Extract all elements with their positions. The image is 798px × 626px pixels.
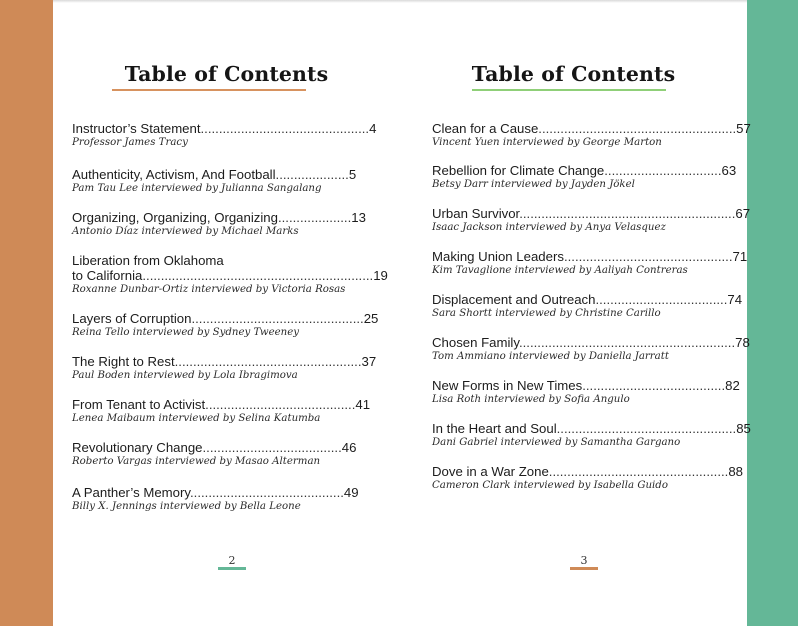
- entry-title: Revolutionary Change: [72, 440, 203, 455]
- right-edge-bar: [747, 0, 798, 626]
- entry-title-line: [432, 292, 743, 307]
- entry-title: to California: [72, 268, 143, 283]
- leader-dots: ..........................................: [190, 485, 344, 500]
- entry-title-line: [432, 121, 751, 136]
- toc-entry[interactable]: [432, 464, 743, 493]
- entry-title: Making Union Leaders: [432, 249, 564, 264]
- entry-byline: Lisa Roth interviewed by Sofia Angulo: [432, 394, 630, 405]
- entry-title-line: [72, 397, 371, 412]
- entry-title-line: [72, 440, 362, 455]
- entry-page-number: 63: [721, 163, 737, 178]
- toc-entry[interactable]: [432, 292, 743, 321]
- leader-dots: .................................................: [548, 464, 729, 479]
- entry-title-line: [432, 249, 748, 264]
- entry-title: Instructor’s Statement: [72, 121, 201, 136]
- entry-title-line: [72, 121, 377, 136]
- entry-page-number: 5: [348, 167, 357, 182]
- entry-title: Chosen Family: [432, 335, 519, 350]
- entry-page-number: 19: [373, 268, 388, 283]
- entry-page-number: 13: [351, 210, 366, 225]
- entry-byline: Reina Tello interviewed by Sydney Tweeney: [72, 327, 300, 338]
- page-number-rule: [570, 567, 598, 570]
- entry-title: From Tenant to Activist: [72, 397, 206, 412]
- toc-entry[interactable]: [72, 397, 371, 426]
- leader-dots: ....................: [275, 167, 349, 182]
- entry-title-line: [432, 378, 740, 393]
- toc-entry[interactable]: [432, 206, 751, 235]
- page-title: Table of Contents: [124, 62, 329, 86]
- entry-byline: Roberto Vargas interviewed by Masao Alterman: [72, 456, 321, 467]
- toc-entry[interactable]: [72, 485, 362, 514]
- toc-entry[interactable]: [432, 249, 748, 278]
- toc-entry[interactable]: [432, 163, 737, 192]
- entry-page-number: 57: [736, 121, 751, 136]
- entry-title: Urban Survivor: [432, 206, 520, 221]
- entry-byline: Billy X. Jennings interviewed by Bella Leone: [72, 501, 301, 512]
- entry-byline: Professor James Tracy: [72, 137, 188, 148]
- toc-entry[interactable]: [72, 311, 379, 340]
- entry-title: New Forms in New Times: [432, 378, 583, 393]
- leader-dots: ...............................................: [191, 311, 364, 326]
- entry-title-line: [72, 210, 366, 225]
- toc-entry[interactable]: [72, 440, 362, 469]
- entry-page-number: 4: [369, 121, 377, 136]
- leader-dots: ....................................: [595, 292, 728, 307]
- entry-page-number: 85: [736, 421, 751, 436]
- entry-title-line: [432, 421, 751, 436]
- toc-entry[interactable]: [432, 335, 750, 364]
- entry-byline: Lenea Maibaum interviewed by Selina Katumba: [72, 413, 321, 424]
- toc-entry[interactable]: [72, 354, 377, 383]
- entry-byline: Cameron Clark interviewed by Isabella Guido: [432, 480, 668, 491]
- leader-dots: ..............................................: [200, 121, 370, 136]
- left-page: [53, 0, 400, 626]
- entry-title: Layers of Corruption: [72, 311, 192, 326]
- entry-byline: Paul Boden interviewed by Lola Ibragimova: [72, 370, 298, 381]
- entry-title: Rebellion for Climate Change: [432, 163, 605, 178]
- entry-title: A Panther’s Memory: [72, 485, 191, 500]
- entry-title-line: [432, 464, 743, 479]
- entry-byline: Roxanne Dunbar-Ortiz interviewed by Victoria Rosas: [72, 284, 346, 295]
- left-edge-bar: [0, 0, 53, 626]
- leader-dots: ...................................................: [174, 354, 362, 369]
- entry-page-number: 37: [361, 354, 377, 369]
- entry-title-line: [432, 335, 750, 350]
- entry-title: Organizing, Organizing, Organizing: [72, 210, 278, 225]
- entry-title: Clean for a Cause: [432, 121, 539, 136]
- entry-byline: Pam Tau Lee interviewed by Julianna Sangalang: [72, 183, 322, 194]
- entry-page-number: 46: [341, 440, 357, 455]
- leader-dots: ....................: [277, 210, 352, 225]
- leader-dots: ...........................................................: [518, 335, 736, 350]
- entry-title-line: [72, 253, 362, 268]
- entry-title-line: [72, 167, 362, 182]
- toc-entry[interactable]: [432, 421, 751, 450]
- leader-dots: ...............................................................: [142, 268, 374, 283]
- right-page: [400, 0, 751, 626]
- toc-entry[interactable]: [432, 121, 751, 150]
- entry-byline: Betsy Darr interviewed by Jayden Jökel: [432, 179, 635, 190]
- page-number: 3: [580, 554, 588, 567]
- entry-title-line: [72, 485, 362, 500]
- entry-page-number: 41: [355, 397, 371, 412]
- toc-entry[interactable]: [72, 167, 362, 196]
- entry-title-line: [72, 268, 388, 283]
- page-title: Table of Contents: [471, 62, 676, 86]
- entry-byline: Vincent Yuen interviewed by George Marton: [432, 137, 662, 148]
- entry-page-number: 49: [343, 485, 359, 500]
- entry-byline: Kim Tavaglione interviewed by Aaliyah Contreras: [432, 265, 688, 276]
- page-number-rule: [218, 567, 246, 570]
- toc-entry[interactable]: [72, 121, 377, 150]
- entry-title-line: [432, 163, 737, 178]
- leader-dots: ..............................................: [563, 249, 733, 264]
- entry-byline: Antonio Díaz interviewed by Michael Marks: [72, 226, 299, 237]
- leader-dots: ................................: [604, 163, 722, 178]
- entry-title-line: [72, 354, 377, 369]
- entry-title-line: [432, 206, 751, 221]
- leader-dots: .........................................: [205, 397, 356, 412]
- entry-title: Liberation from Oklahoma: [72, 253, 224, 268]
- leader-dots: ......................................: [202, 440, 342, 455]
- entry-title-line: [72, 311, 379, 326]
- entry-byline: Tom Ammiano interviewed by Daniella Jarratt: [432, 351, 669, 362]
- leader-dots: .................................................: [556, 421, 737, 436]
- toc-entry[interactable]: [432, 378, 740, 407]
- entry-page-number: 67: [735, 206, 751, 221]
- entry-page-number: 82: [725, 378, 740, 393]
- entry-page-number: 78: [735, 335, 750, 350]
- toc-entry[interactable]: [72, 210, 366, 239]
- entry-title: In the Heart and Soul: [432, 421, 557, 436]
- entry-page-number: 74: [727, 292, 743, 307]
- entry-byline: Sara Shortt interviewed by Christine Carillo: [432, 308, 661, 319]
- entry-title: Authenticity, Activism, And Football: [72, 167, 276, 182]
- leader-dots: .......................................: [582, 378, 726, 393]
- entry-byline: Isaac Jackson interviewed by Anya Velasquez: [432, 222, 666, 233]
- entry-byline: Dani Gabriel interviewed by Samantha Gargano: [432, 437, 681, 448]
- toc-entry[interactable]: [72, 253, 388, 297]
- entry-title: Displacement and Outreach: [432, 292, 596, 307]
- entry-page-number: 88: [728, 464, 743, 479]
- entry-title: The Right to Rest: [72, 354, 175, 369]
- entry-title: Dove in a War Zone: [432, 464, 549, 479]
- page-number: 2: [228, 554, 236, 567]
- title-underline: [112, 89, 306, 91]
- entry-page-number: 25: [363, 311, 379, 326]
- leader-dots: ......................................................: [538, 121, 737, 136]
- entry-page-number: 71: [732, 249, 748, 264]
- title-underline: [472, 89, 666, 91]
- leader-dots: ...........................................................: [519, 206, 736, 221]
